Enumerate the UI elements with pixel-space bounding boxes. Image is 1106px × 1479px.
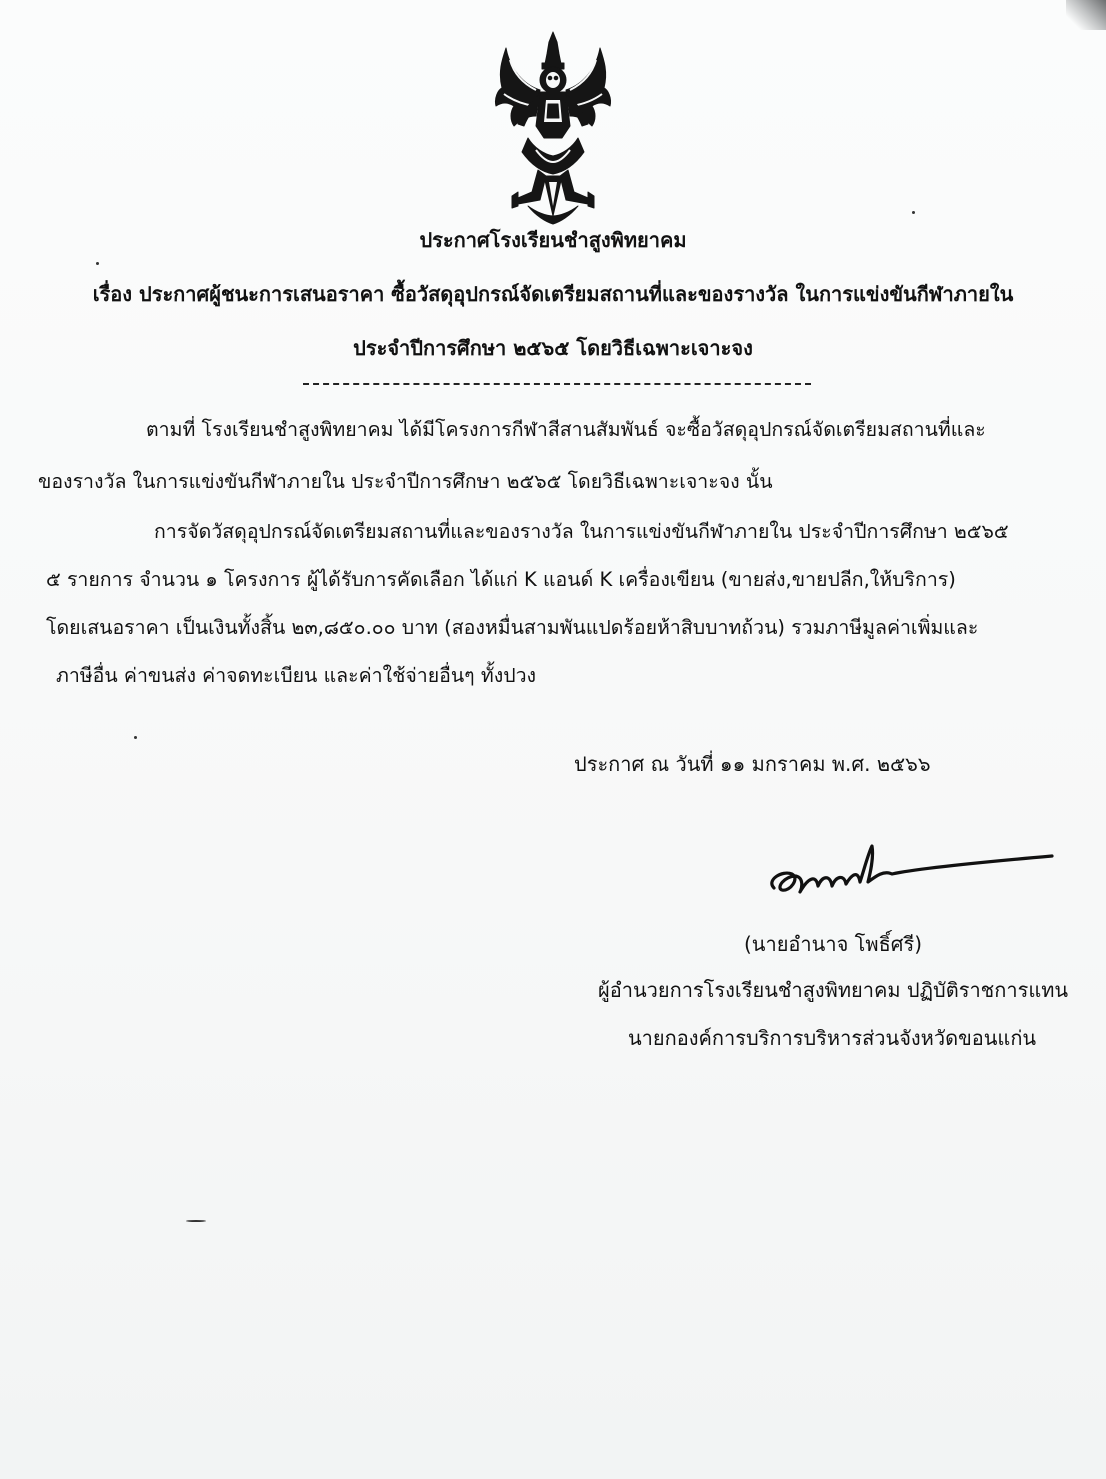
scan-speck bbox=[186, 1220, 206, 1222]
subject-line-1: เรื่อง ประกาศผู้ชนะการเสนอราคา ซื้อวัสดุอุปกรณ์จัดเตรียมสถานที่และของรางวัล ในการแข่งขันกีฬาภายใน bbox=[92, 282, 1014, 306]
body-paragraph-line-1: ตามที่ โรงเรียนชำสูงพิทยาคม ได้มีโครงการกีฬาสีสานสัมพันธ์ จะซื้อวัสดุอุปกรณ์จัดเตรียมสถานที่และ bbox=[146, 418, 986, 441]
body-paragraph-line-3: การจัดวัสดุอุปกรณ์จัดเตรียมสถานที่และของรางวัล ในการแข่งขันกีฬาภายใน ประจำปีการศึกษา ๒๕๖๕ bbox=[154, 520, 1009, 543]
garuda-emblem-icon bbox=[488, 30, 618, 225]
scan-speck bbox=[912, 211, 915, 214]
body-paragraph-line-6: ภาษีอื่น ค่าขนส่ง ค่าจดทะเบียน และค่าใช้จ่ายอื่นๆ ทั้งปวง bbox=[56, 664, 537, 687]
signer-position-line-1: ผู้อำนวยการโรงเรียนชำสูงพิทยาคม ปฏิบัติราชการแทน bbox=[598, 978, 1069, 1002]
scan-speck bbox=[96, 262, 99, 265]
page-title: ประกาศโรงเรียนชำสูงพิทยาคม bbox=[419, 228, 687, 252]
divider-line bbox=[303, 383, 811, 385]
body-paragraph-line-5: โดยเสนอราคา เป็นเงินทั้งสิ้น ๒๓,๘๕๐.๐๐ บาท (สองหมื่นสามพันแปดร้อยห้าสิบบาทถ้วน) รวมภาษีมูลค่าเพิ่มและ bbox=[46, 616, 979, 639]
announcement-date: ประกาศ ณ วันที่ ๑๑ มกราคม พ.ศ. ๒๕๖๖ bbox=[574, 752, 931, 776]
body-paragraph-line-2: ของรางวัล ในการแข่งขันกีฬาภายใน ประจำปีการศึกษา ๒๕๖๕ โดยวิธีเฉพาะเจาะจง นั้น bbox=[38, 470, 773, 493]
signer-position-line-2: นายกองค์การบริการบริหารส่วนจังหวัดขอนแก่น bbox=[628, 1026, 1037, 1050]
signature-image bbox=[760, 840, 1060, 920]
page-corner-shadow bbox=[1066, 0, 1106, 30]
signer-name: (นายอำนาจ โพธิ์ศรี) bbox=[744, 932, 923, 956]
subject-line-2: ประจำปีการศึกษา ๒๕๖๕ โดยวิธีเฉพาะเจาะจง bbox=[353, 336, 753, 360]
scan-speck bbox=[134, 736, 137, 739]
body-paragraph-line-4: ๕ รายการ จำนวน ๑ โครงการ ผู้ได้รับการคัดเลือก ได้แก่ K แอนด์ K เครื่องเขียน (ขายส่ง,ขายปลีก,ให้บริการ) bbox=[46, 568, 956, 591]
